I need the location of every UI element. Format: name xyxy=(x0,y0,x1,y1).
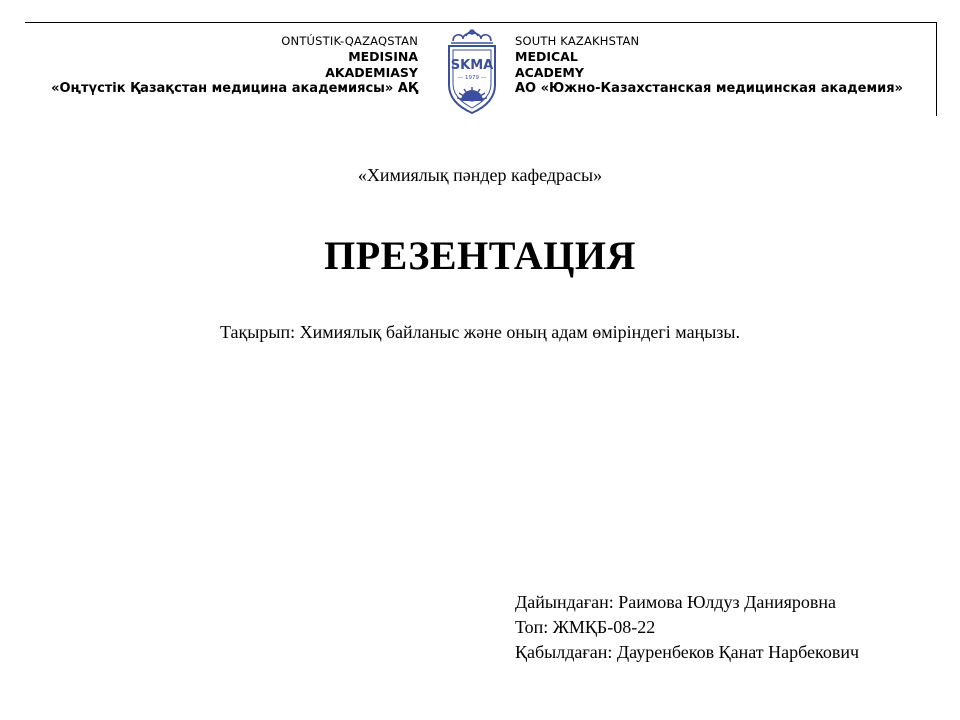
author-info-block xyxy=(515,590,859,665)
prepared-by: Дайындаған: Раимова Юлдуз Данияровна xyxy=(515,592,837,612)
group: Топ: ЖМҚБ-08-22 xyxy=(515,617,656,637)
header-right-block xyxy=(515,33,903,97)
header-right-line-4: АО «Южно-Казахстанская медицинская академия» xyxy=(515,81,903,96)
header-right-line-2: MEDICAL xyxy=(515,49,578,64)
presentation-title: ПРЕЗЕНТАЦИЯ xyxy=(324,233,636,278)
header-left-line-4: «Оңтүстік Қазақстан медицина академиясы» АҚ xyxy=(51,81,418,96)
header-right-line-1: SOUTH KAZAKHSTAN xyxy=(515,34,640,48)
header-left-block xyxy=(51,33,418,97)
header-left-line-1: ONTÚSTIK-QAZAQSTAN xyxy=(281,34,418,48)
logo-year: — 1979 — xyxy=(457,75,487,81)
department-name: «Химиялық пәндер кафедрасы» xyxy=(357,165,603,185)
header-left-line-3: AKADEMIASY xyxy=(325,65,418,80)
header-left-line-2: MEDISINA xyxy=(348,49,418,64)
academy-header xyxy=(25,22,937,116)
header-right-line-3: ACADEMY xyxy=(515,65,584,80)
logo-text: SKMA xyxy=(450,58,494,73)
presentation-topic: Тақырып: Химиялық байланыс және оның адам өміріндегі маңызы. xyxy=(219,322,740,342)
skma-logo xyxy=(433,27,511,115)
accepted-by: Қабылдаған: Дауренбеков Қанат Нарбекович xyxy=(515,642,860,662)
